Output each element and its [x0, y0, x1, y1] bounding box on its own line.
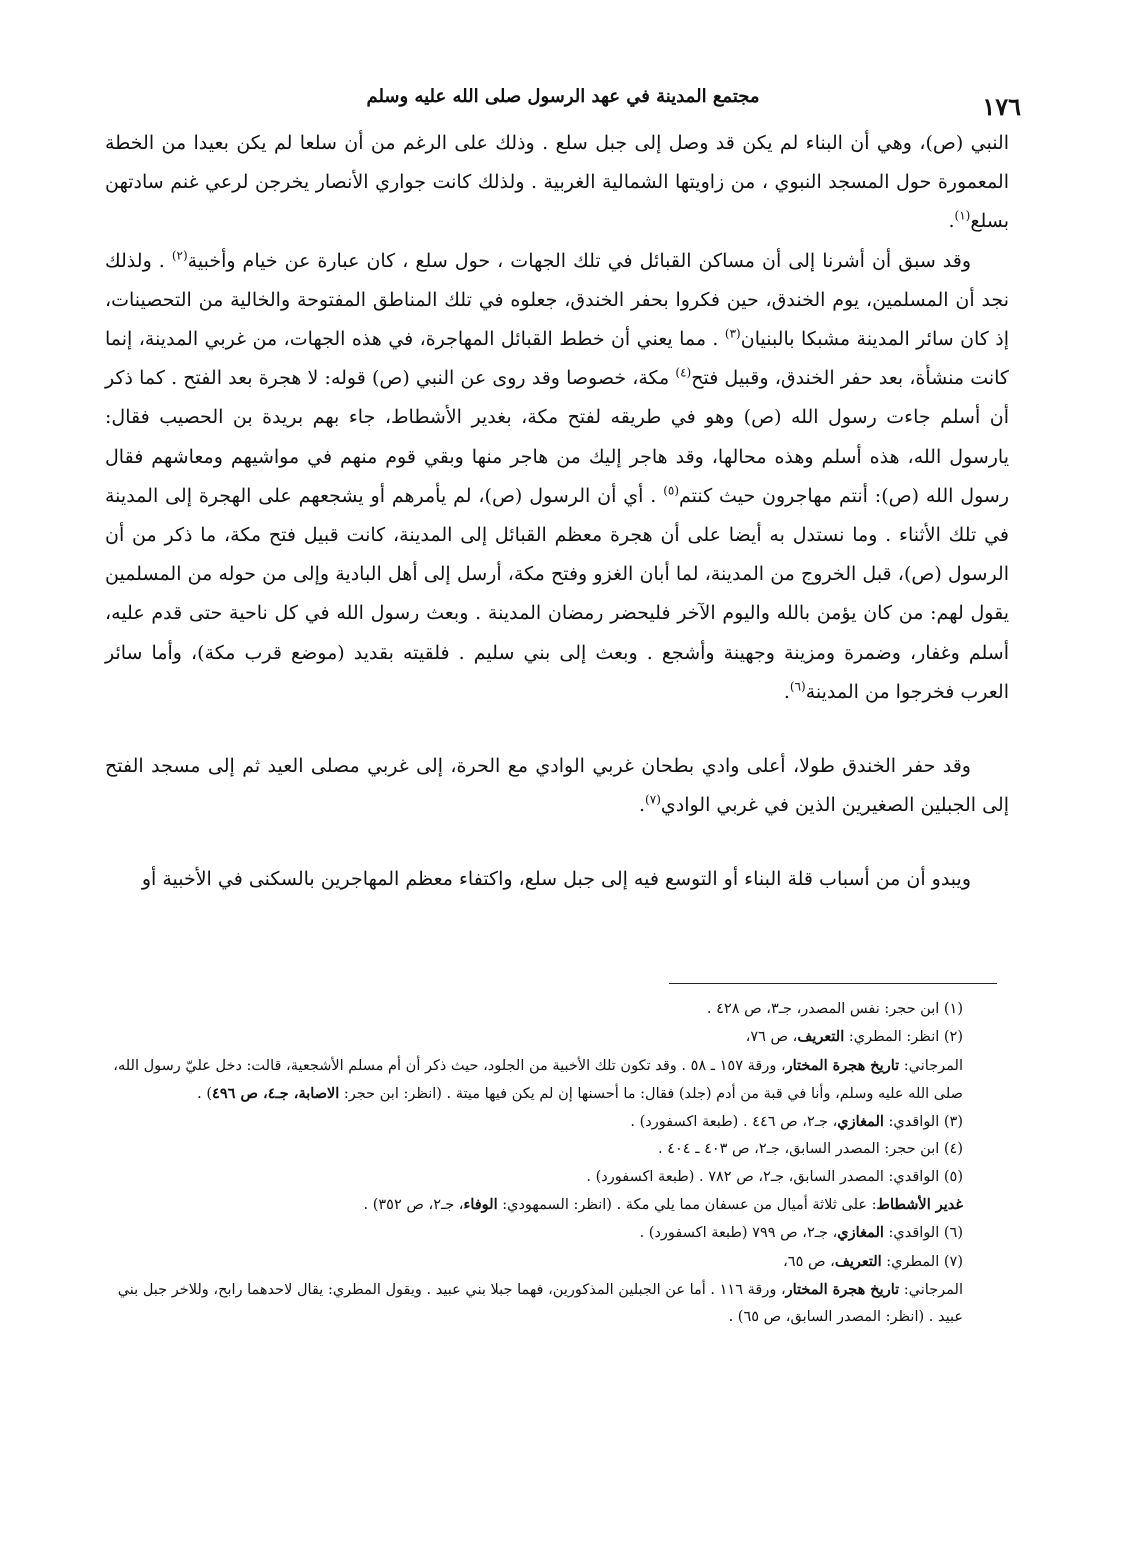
footnote-6: (٦) الواقدي: المغازي، جـ٢، ص ٧٩٩ (طبعة اكسفورد) . — [639, 1224, 963, 1242]
note-ref-6: (٦) — [789, 679, 806, 694]
page-header — [105, 84, 1021, 124]
footnote-2: (٢) انظر: المطري: التعريف، ص ٧٦، — [745, 1028, 963, 1046]
footnote-2-continued: المرجاني: تاريخ هجرة المختار، ورقة ١٥٧ ـ ٥٨ . وقد تكون تلك الأخبية من الجلود، حيث ذكر أن أم مسلم الأشجعية، قالت: دخل عليّ رسول الله، صلى الله عليه وسلم، وأنا في قبة من أدم (جلد) فقال: ما أحسنها إن لم يكن فيها ميتة . (انظر: ابن حجر: الاصابة، جـ٤، ص ٤٩٦) . — [113, 1056, 963, 1102]
running-head: مجتمع المدينة في عهد الرسول صلى الله عليه وسلم — [366, 86, 760, 107]
paragraph-4: ويبدو أن من أسباب قلة البناء أو التوسع فيه إلى جبل سلع، واكتفاء معظم المهاجرين بالسكنى في الأخبية أو — [141, 868, 971, 891]
footnote-5: (٥) الواقدي: المصدر السابق، جـ٢، ص ٧٨٢ . (طبعة اكسفورد) . — [586, 1168, 963, 1185]
footnote-5-continued: غدير الأشطاط: على ثلاثة أميال من عسفان مما يلي مكة . (انظر: السمهودي: الوفاء، جـ٢، ص ٣٥٢) . — [363, 1196, 963, 1214]
note-ref-7: (٧) — [645, 792, 661, 807]
main-text — [105, 124, 1009, 900]
paragraph-3: وقد حفر الخندق طولا، أعلى وادي بطحان غربي الوادي مع الحرة، إلى غربي مصلى العيد ثم إلى مسجد الفتح إلى الجبلين الصغيرين الذين في غربي الوادي$^{(٧)}$. — [105, 755, 1009, 817]
footnote-3: (٣) الواقدي: المغازي، جـ٢، ص ٤٤٦ . (طبعة اكسفورد) . — [630, 1113, 963, 1131]
footnotes — [105, 996, 1001, 1332]
note-ref-2: (٢) — [171, 248, 188, 263]
note-ref-3: (٣) — [724, 326, 741, 341]
paragraph-1: النبي (ص)، وهي أن البناء لم يكن قد وصل إلى جبل سلع . وذلك على الرغم من أن سلعا لم يكن بعيدا من الخطة المعمورة حول المسجد النبوي ، من زاويتها الشمالية الغربية . ولذلك كانت جواري الأنصار يخرجن لرعي غنم سادتهن بسلع$^{(١)}$. — [105, 132, 1009, 233]
page-number: ١٧٦ — [982, 92, 1021, 121]
footnote-1: (١) ابن حجر: نفس المصدر، جـ٣، ص ٤٢٨ . — [706, 1001, 963, 1017]
footnote-separator — [669, 983, 997, 984]
footnote-7-continued: المرجاني: تاريخ هجرة المختار، ورقة ١١٦ . أما عن الجبلين المذكورين، فهما جبلا بني عبيد . ويقول المطري: يقال لاحدهما رابح، وللاخر جبل بني عبيد . (انظر: المصدر السابق، ص ٦٥) . — [117, 1280, 963, 1326]
note-ref-5: (٥) — [663, 483, 680, 498]
note-ref-4: (٤) — [675, 365, 692, 380]
footnote-4: (٤) ابن حجر: المصدر السابق، جـ٢، ص ٤٠٣ ـ ٤٠٤ . — [658, 1141, 963, 1158]
paragraph-2: وقد سبق أن أشرنا إلى أن مساكن القبائل في تلك الجهات ، حول سلع ، كان عبارة عن خيام وأخبية$^{(٢)}$ . ولذلك نجد أن المسلمين، يوم الخندق، حين فكروا بحفر الخندق، جعلوه في تلك المناطق المفتوحة والخالية من التحصينات، إذ كان سائر المدينة مشبكا بالبنيان$^{(٣)}$ . مما يعني أن خطط القبائل المهاجرة، في هذه الجهات، من غربي المدينة، إنما كانت منشأة، بعد حفر الخندق، وقبيل فتح$^{(٤)}$ مكة، خصوصا وقد روى عن النبي (ص) قوله: لا هجرة بعد الفتح . كما ذكر أن أسلم جاءت رسول الله (ص) وهو في طريقه لفتح مكة، بغدير الأشطاط، جاء بهم بريدة بن الحصيب فقال: يارسول الله، هذه أسلم وهذه محالها، وقد هاجر إليك من هاجر منها وبقي قوم منهم في مواشيهم ومعاشهم فقال رسول الله (ص): أنتم مهاجرون حيث كنتم$^{(٥)}$ . أي أن الرسول (ص)، لم يأمرهم أو يشجعهم على الهجرة إلى المدينة في تلك الأثناء . وما نستدل به أيضا على أن هجرة معظم القبائل إلى المدينة، كانت قبيل فتح مكة، ما ذكر من أن الرسول (ص)، قبل الخروج من المدينة، لما أبان الغزو وفتح مكة، أرسل إلى أهل البادية وإلى من حوله من المسلمين يقول لهم: من كان يؤمن بالله واليوم الآخر فليحضر رمضان المدينة . وبعث رسول الله في كل ناحية حتى قدم عليه، أسلم وغفار، وضمرة ومزينة وجهينة وأشجع . وبعث إلى بني سليم . فلقيته بقديد (موضع قرب مكة)، وأما سائر العرب فخرجوا من المدينة$^{(٦)}$. — [105, 248, 1010, 703]
note-ref-1: (١) — [954, 209, 971, 224]
footnote-7: (٧) المطري: التعريف، ص ٦٥، — [783, 1252, 963, 1270]
